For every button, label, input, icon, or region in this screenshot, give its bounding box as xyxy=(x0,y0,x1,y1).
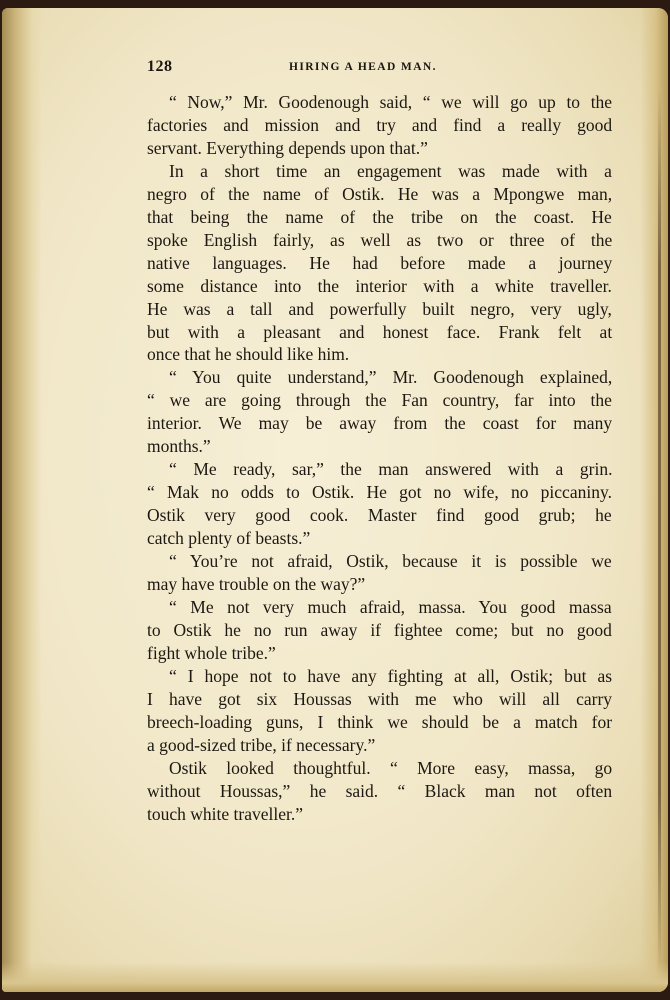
text-line: interior. We may be away from the coast for many xyxy=(147,413,613,434)
paragraph xyxy=(147,596,612,665)
text-line: breech-loading guns, I think we should be a match for xyxy=(147,711,613,732)
running-head: HIRING A HEAD MAN. xyxy=(289,61,437,73)
page-gutter-shadow xyxy=(2,8,42,992)
paragraph xyxy=(147,160,612,367)
page-edge-line xyxy=(658,90,661,970)
text-line: catch plenty of beasts.” xyxy=(147,528,311,549)
text-line: “ we are going through the Fan country, far into the xyxy=(147,390,612,411)
body-text xyxy=(147,91,612,826)
page-right-edge xyxy=(640,8,668,992)
text-line: may have trouble on the way?” xyxy=(147,574,366,595)
paragraph xyxy=(147,458,612,550)
text-line: some distance into the interior with a white traveller. xyxy=(147,275,612,296)
text-line: but with a pleasant and honest face. Frank felt at xyxy=(147,321,613,342)
text-line: touch white traveller.” xyxy=(147,803,303,824)
page-number: 128 xyxy=(147,58,173,75)
text-line: “ Me not very much afraid, massa. You good massa xyxy=(169,596,612,617)
text-line: native languages. He had before made a journey xyxy=(147,252,613,273)
text-line: “ Now,” Mr. Goodenough said, “ we will go up to the xyxy=(169,92,613,112)
text-line: fight whole tribe.” xyxy=(147,642,276,663)
text-line: In a short time an engagement was made with a xyxy=(169,160,612,181)
text-line: a good-sized tribe, if necessary.” xyxy=(147,734,376,755)
text-line: factories and mission and try and find a really good xyxy=(147,114,613,135)
text-line: I have got six Houssas with me who will all carry xyxy=(147,688,613,709)
text-line: to Ostik he no run away if fightee come; but no good xyxy=(147,619,612,640)
text-line: “ You’re not afraid, Ostik, because it is possible we xyxy=(169,551,612,572)
text-line: that being the name of the tribe on the coast. He xyxy=(147,206,612,227)
text-line: “ You quite understand,” Mr. Goodenough explained, xyxy=(169,367,613,388)
text-line: Ostik looked thoughtful. “ More easy, massa, go xyxy=(169,757,613,778)
paragraph xyxy=(147,366,612,458)
paragraph xyxy=(147,550,612,596)
page-header xyxy=(147,58,612,80)
paragraph xyxy=(147,757,612,826)
text-line: spoke English fairly, as well as two or three of the xyxy=(147,229,613,250)
text-line: without Houssas,” he said. “ Black man not often xyxy=(147,780,613,801)
text-line: “ I hope not to have any fighting at all, Ostik; but as xyxy=(169,665,613,686)
text-line: months.” xyxy=(147,436,211,457)
text-line: “ Me ready, sar,” the man answered with a grin. xyxy=(169,459,613,480)
text-line: Ostik very good cook. Master find good grub; he xyxy=(147,505,612,526)
text-line: once that he should like him. xyxy=(147,344,350,365)
text-line: servant. Everything depends upon that.” xyxy=(147,137,428,158)
text-line: negro of the name of Ostik. He was a Mpongwe man, xyxy=(147,183,613,204)
text-line: He was a tall and powerfully built negro, very ugly, xyxy=(147,298,612,319)
paragraph xyxy=(147,91,612,160)
page-bottom-edge xyxy=(2,962,668,992)
text-line: “ Mak no odds to Ostik. He got no wife, no piccaniny. xyxy=(147,482,612,503)
paragraph xyxy=(147,665,612,757)
